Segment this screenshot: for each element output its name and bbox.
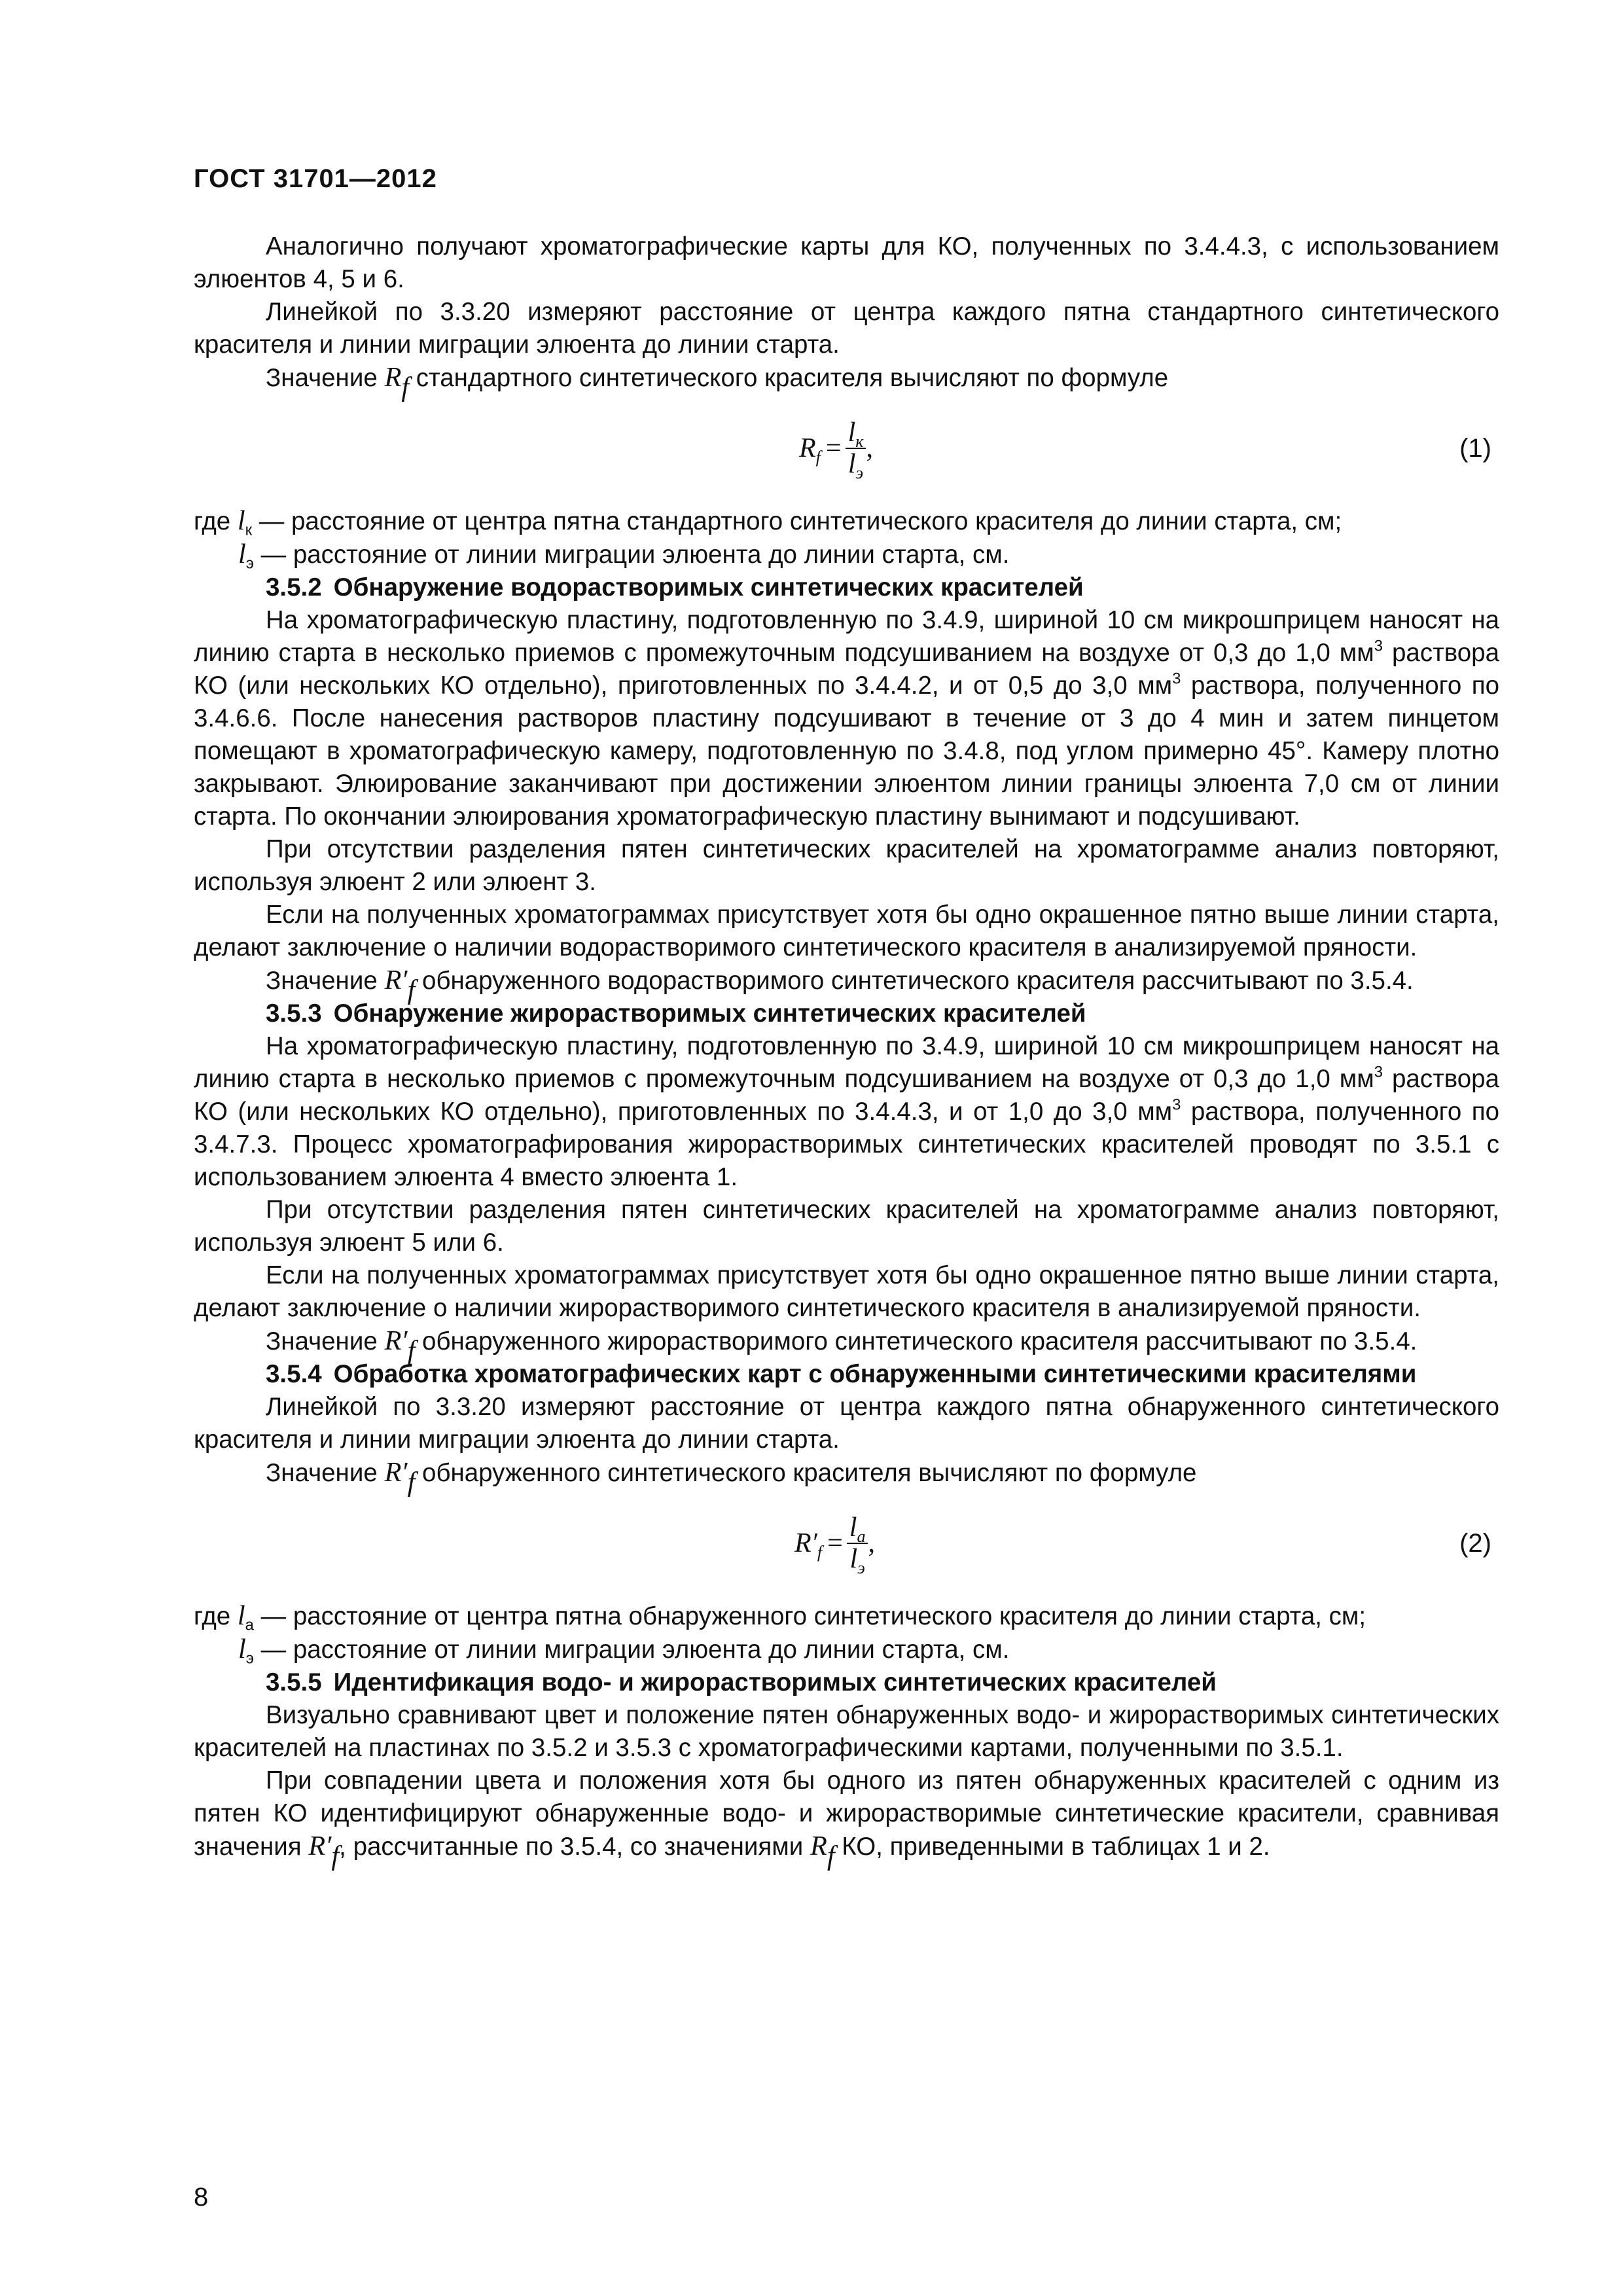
paragraph-5: При отсутствии разделения пятен синтетических красителей на хроматограмме анализ повторяют, используя элюент 2 или элюент 3.	[194, 835, 1499, 896]
formula-2-fraction: $\frac{l_а}{l_э}$	[847, 1513, 868, 1574]
section-3-5-4-heading: 3.5.4 Обработка хроматографических карт с обнаруженными синтетическими красителями	[266, 1360, 1417, 1388]
formula-2-number: (2)	[1459, 1529, 1491, 1558]
paragraph-10: Если на полученных хроматограммах присутствует хотя бы одно окрашенное пятно выше линии старта, делают заключение о наличии жирорастворимого синтетического красителя в анализируемой пряности.	[194, 1261, 1499, 1322]
paragraph-9: При отсутствии разделения пятен синтетических красителей на хроматограмме анализ повторяют, используя элюент 5 или 6.	[194, 1196, 1499, 1257]
paragraph-4: На хроматографическую пластину, подготовленную по 3.4.9, шириной 10 см микрошприцем наносят на линию старта в несколько приемов с промежуточным подсушиванием на воздухе от 0,3 до 1,0 $мм^3$ раствора КО (или нескольких КО отдельно), приготовленных по 3.4.4.2, и от 0,5 до 3,0 $мм^3$ раствора, полученного по 3.4.6.6. После нанесения растворов пластину подсушивают в течение от 3 до 4 мин и затем пинцетом помещают в хроматографическую камеру, подготовленную по 3.4.8, под углом примерно 45°. Камеру плотно закрывают. Элюирование заканчивают при достижении элюентом линии границы элюента 7,0 см от линии старта. По окончании элюирования хроматографическую пластину вынимают и подсушивают.	[194, 606, 1499, 831]
section-3-5-3-heading: 3.5.3 Обнаружение жирорастворимых синтетических красителей	[266, 999, 1086, 1028]
document-body	[194, 230, 1499, 1871]
formula-2-expression: $R'_f$ = $\frac{l_а}{l_э}$ ,	[794, 1513, 875, 1578]
where-2-line-1: где $l_а$ — расстояние от центра пятна обнаруженного синтетического красителя до линии старта, см;	[194, 1600, 1366, 1634]
paragraph-8: На хроматографическую пластину, подготовленную по 3.4.9, шириной 10 см микрошприцем наносят на линию старта в несколько приемов с промежуточным подсушиванием на воздухе от 0,3 до 1,0 $мм^3$ раствора КО (или нескольких КО отдельно), приготовленных по 3.4.4.3, и от 1,0 до 3,0 $мм^3$ раствора, полученного по 3.4.7.3. Процесс хроматографирования жирорастворимых синтетических красителей проводят по 3.5.1 с использованием элюента 4 вместо элюента 1.	[194, 1032, 1499, 1191]
formula-1-number: (1)	[1459, 434, 1491, 463]
paragraph-1: Аналогично получают хроматографические карты для КО, полученных по 3.4.4.3, с использованием элюентов 4, 5 и 6.	[194, 232, 1499, 293]
where-2-line-2: $l_э$ — расстояние от линии миграции элюента до линии старта, см.	[238, 1634, 1010, 1668]
paragraph-13: Значение $R'_f$ обнаруженного синтетического красителя вычисляют по формуле	[266, 1457, 1197, 1498]
where-1-line-1: где $l_к$ — расстояние от центра пятна стандартного синтетического красителя до линии старта, см;	[194, 505, 1342, 539]
section-3-5-5-heading: 3.5.5 Идентификация водо- и жирорастворимых синтетических красителей	[266, 1668, 1217, 1696]
paragraph-11: Значение $R'_f$ обнаруженного жирорастворимого синтетического красителя рассчитывают по 3.5.4.	[266, 1325, 1418, 1366]
paragraph-2: Линейкой по 3.3.20 измеряют расстояние от центра каждого пятна стандартного синтетического красителя и линии миграции элюента до линии старта.	[194, 298, 1499, 359]
page-number: 8	[194, 2183, 209, 2212]
paragraph-3: Значение $R_f$ стандартного синтетического красителя вычисляют по формуле	[266, 362, 1169, 403]
where-1-line-2: $l_э$ — расстояние от линии миграции элюента до линии старта, см.	[238, 539, 1010, 573]
section-3-5-2-heading: 3.5.2 Обнаружение водорастворимых синтетических красителей	[266, 573, 1084, 601]
formula-1-expression: $R_f$ = $\frac{l_к}{l_э}$ ,	[799, 418, 873, 483]
formula-2	[194, 1496, 1499, 1594]
formula-1	[194, 401, 1499, 499]
paragraph-12: Линейкой по 3.3.20 измеряют расстояние от центра каждого пятна обнаруженного синтетического красителя и линии миграции элюента до линии старта.	[194, 1393, 1499, 1454]
paragraph-7: Значение $R'_f$ обнаруженного водорастворимого синтетического красителя рассчитывают по 3.5.4.	[266, 965, 1414, 1005]
paragraph-15: При совпадении цвета и положения хотя бы одного из пятен обнаруженных красителей с одним из пятен КО идентифицируют обнаруженные водо- и жирорастворимые синтетические красители, сравнивая значения $R'_f$, рассчитанные по 3.5.4, со значениями $R_f$ КО, приведенными в таблицах 1 и 2.	[194, 1767, 1499, 1871]
formula-1-fraction: $\frac{l_к}{l_э}$	[846, 418, 866, 479]
document-header: ГОСТ 31701—2012	[194, 164, 437, 193]
paragraph-6: Если на полученных хроматограммах присутствует хотя бы одно окрашенное пятно выше линии старта, делают заключение о наличии водорастворимого синтетического красителя в анализируемой пряности.	[194, 901, 1499, 961]
paragraph-14: Визуально сравнивают цвет и положение пятен обнаруженных водо- и жирорастворимых синтетических красителей на пластинах по 3.5.2 и 3.5.3 с хроматографическими картами, полученными по 3.5.1.	[194, 1701, 1499, 1762]
